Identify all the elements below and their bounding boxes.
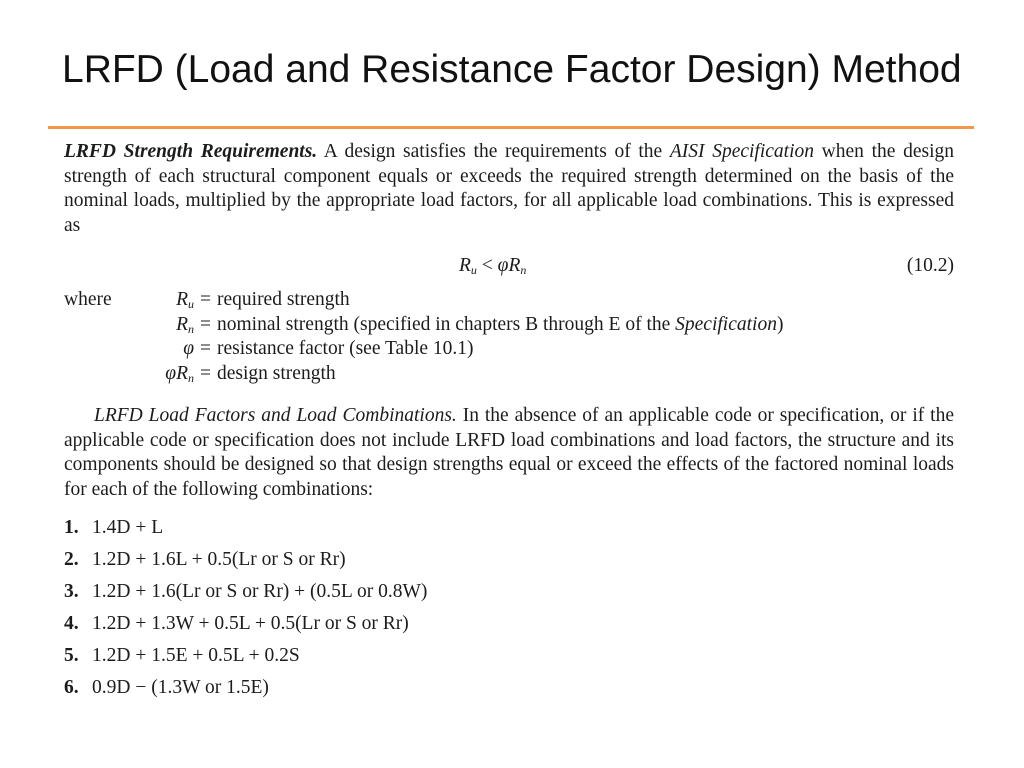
definition: design strength — [217, 362, 336, 384]
where-row: where $R_u$ = required strength — [64, 289, 350, 311]
combination-list — [64, 516, 954, 708]
combination-expression: 1.2D + 1.6(Lr or S or Rr) + (0.5L or 0.8W) — [92, 581, 428, 602]
combination-number: 5. — [64, 645, 79, 666]
equation-operator: < — [476, 255, 498, 276]
equation-rhs: φR — [497, 255, 521, 276]
where-row: φ = resistance factor (see Table 10.1) — [64, 337, 954, 362]
combination-item — [64, 676, 954, 708]
where-label: where — [64, 289, 112, 310]
title-divider — [48, 126, 974, 129]
strength-text-a: A design satisfies the requirements of the — [317, 141, 670, 162]
combination-expression: 1.4D + L — [92, 517, 164, 538]
definition: resistance factor (see Table 10.1) — [217, 338, 474, 359]
spec-name: AISI Specification — [669, 141, 815, 162]
combination-number: 6. — [64, 677, 79, 698]
equation-rhs-sub: n — [520, 263, 527, 277]
combination-number: 2. — [64, 549, 79, 570]
where-row: $R_n$ = nominal strength (specified in chapters B through E of the Specification) — [64, 313, 954, 338]
combination-item — [64, 580, 954, 612]
definition: required strength — [217, 289, 350, 310]
equation-lhs: R — [459, 255, 471, 276]
load-combinations-text: In the absence of an applicable code or specification, or if the applicable code or specification does not include LRFD load combinations and load factors, the structure and its components should be designed so that design strengths equal or exceed the effects of the factored nominal loads for each of the following combinations: — [64, 405, 954, 500]
equation-number: (10.2) — [906, 255, 954, 276]
strength-requirements-heading: LRFD Strength Requirements. — [64, 141, 318, 162]
equation-lhs-sub: u — [470, 263, 477, 277]
load-combinations-heading: LRFD Load Factors and Load Combinations. — [94, 405, 457, 426]
equation-expression — [459, 254, 526, 279]
combination-expression: 1.2D + 1.6L + 0.5(Lr or S or Rr) — [92, 549, 346, 570]
strength-requirements-paragraph — [64, 140, 954, 238]
where-row: $\varphi R_n$ = design strength — [64, 362, 954, 387]
document-body — [64, 140, 954, 708]
equation-10-2 — [64, 250, 954, 280]
definition: nominal strength (specified in chapters B through E of the Specification) — [217, 313, 784, 335]
symbol: $R_n$ — [176, 313, 194, 336]
combination-item — [64, 644, 954, 676]
combination-item — [64, 548, 954, 580]
load-combinations-paragraph — [64, 404, 954, 502]
combination-item — [64, 516, 954, 548]
combination-number: 1. — [64, 517, 79, 538]
symbol: φ — [183, 338, 194, 359]
combination-item — [64, 612, 954, 644]
symbol: $R_u$ — [176, 289, 194, 311]
combination-expression: 1.2D + 1.5E + 0.5L + 0.2S — [92, 645, 300, 666]
where-definitions — [64, 288, 954, 386]
combination-expression: 0.9D − (1.3W or 1.5E) — [92, 677, 269, 698]
symbol: $\varphi R_n$ — [165, 362, 194, 385]
combination-number: 3. — [64, 581, 79, 602]
combination-number: 4. — [64, 613, 79, 634]
strength-text-b: when the design strength of each structural component equals or exceeds the required strength determined on the basis of the nominal loads, multiplied by the appropriate load factors, for all applicable load combinations. This is expressed as — [64, 141, 954, 236]
slide-title: LRFD (Load and Resistance Factor Design) Method — [62, 48, 962, 91]
combination-expression: 1.2D + 1.3W + 0.5L + 0.5(Lr or S or Rr) — [92, 613, 409, 634]
